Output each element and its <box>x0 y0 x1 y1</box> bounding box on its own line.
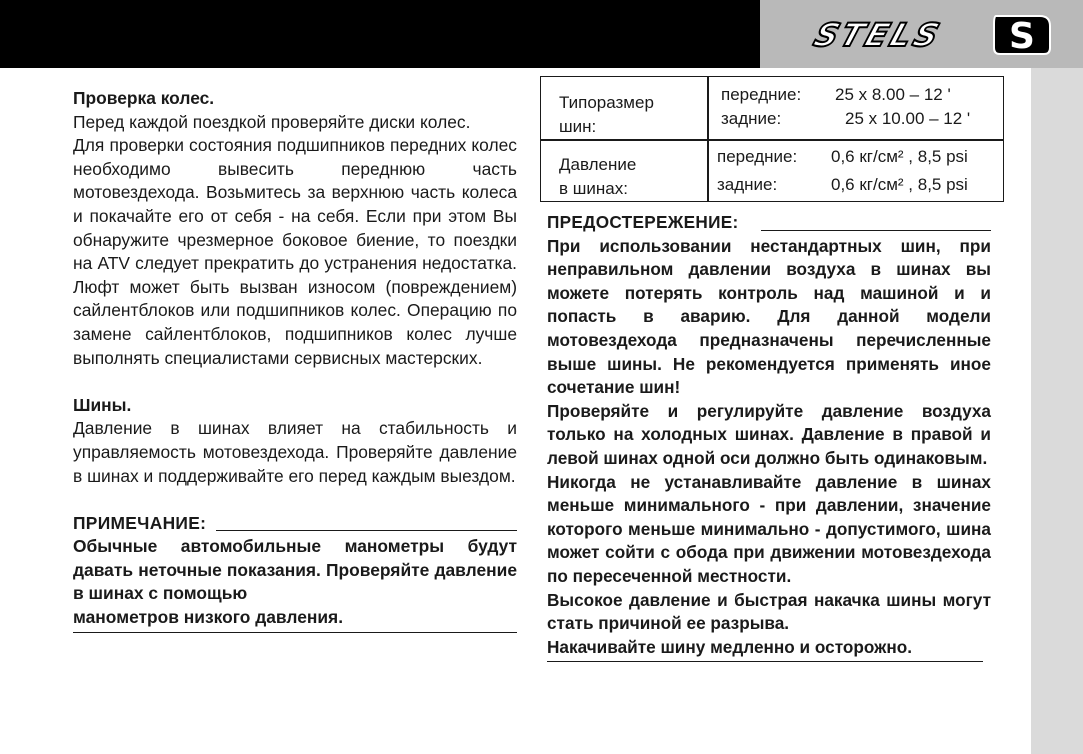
pressure-label-cell <box>559 153 636 201</box>
size-front-label: передние: <box>721 85 802 104</box>
wheels-heading: Проверка колес. <box>73 88 215 108</box>
table-divider-horizontal <box>541 139 1003 141</box>
warning-title-rule <box>761 230 991 231</box>
size-rear-value: 25 x 10.00 – 12 ' <box>845 109 971 128</box>
note-title <box>73 512 517 536</box>
size-front-value: 25 x 8.00 – 12 ' <box>835 85 951 104</box>
tires-heading: Шины. <box>73 394 132 415</box>
warning-paragraph-3: Никогда не устанавливайте давление в шинах меньше минимального - при давлении, значение которого меньше минимально - допустимого, шина может сойти с обода при движении мотовездехода по пересеченной местности. <box>547 471 991 586</box>
size-label-line1: Типоразмер <box>559 93 654 112</box>
header-bar <box>0 0 760 68</box>
warning-title-label: ПРЕДОСТЕРЕЖЕНИЕ: <box>547 212 739 232</box>
warning-title <box>547 211 991 235</box>
tire-spec-table <box>540 76 1004 202</box>
wheels-intro: Перед каждой поездкой проверяйте диски колес. <box>73 111 471 132</box>
pressure-front-label: передние: <box>717 147 798 166</box>
size-values-cell <box>721 83 970 131</box>
size-label-cell <box>559 91 654 139</box>
right-column <box>547 211 991 662</box>
size-label-line2: шин: <box>559 117 597 136</box>
warning-paragraph-1: При использовании нестандартных шин, при неправильном давлении воздуха в шинах вы можете потерять контроль над машиной и и попасть в аварию. Для данной модели мотовездехода предназначены перечисленные выше шины. Не рекомендуется применять иное сочетание шин! <box>547 235 991 398</box>
warning-last-line: Накачивайте шину медленно и осторожно. <box>547 636 983 663</box>
pressure-label-line2: в шинах: <box>559 179 628 198</box>
note-body: Обычные автомобильные манометры будут давать неточные показания. Проверяйте давление в шинах с помощью <box>73 536 517 604</box>
pressure-rear-value: 0,6 кг/см² , 8,5 psi <box>831 175 968 194</box>
note-last-line: манометров низкого давления. <box>73 606 517 633</box>
left-column <box>73 87 517 633</box>
brand-logo <box>760 0 1083 68</box>
brand-badge-letter: S <box>1009 16 1035 57</box>
warning-paragraph-2: Проверяйте и регулируйте давление воздуха только на холодных шинах. Давление в правой и левой шинах одной оси должно быть одинаковым. <box>547 400 991 468</box>
pressure-rear-label: задние: <box>717 175 778 194</box>
wheels-body: Для проверки состояния подшипников передних колес необходимо вывесить переднюю часть мотовездехода. Возьмитесь за верхнюю часть колеса и покачайте его от себя - на себя. Если при этом Вы обнаружите чрезмерное боковое биение, то поездки на ATV следует прекратить до устранения недостатка. Люфт может быть вызван износом (повреждением) сайлентблоков или подшипников колес. Операцию по замене сайлентблоков, подшипников колес лучше выполнять специалистами сервисных мастерских. <box>73 135 517 368</box>
pressure-values-cell <box>717 145 968 197</box>
pressure-front-value: 0,6 кг/см² , 8,5 psi <box>831 147 968 166</box>
brand-logo-text: STELS <box>809 16 947 54</box>
note-title-label: ПРИМЕЧАНИЕ: <box>73 512 207 533</box>
size-rear-label: задние: <box>721 109 782 128</box>
pressure-label-line1: Давление <box>559 155 637 174</box>
brand-badge-icon <box>990 12 1054 58</box>
note-title-rule <box>216 530 517 531</box>
side-strip <box>1031 68 1083 754</box>
tires-body: Давление в шинах влияет на стабильность и управляемость мотовездехода. Проверяйте давление в шинах и поддерживайте его перед каждым выездом. <box>73 418 517 486</box>
warning-paragraph-4: Высокое давление и быстрая накачка шины могут стать причиной ее разрыва. <box>547 589 991 634</box>
